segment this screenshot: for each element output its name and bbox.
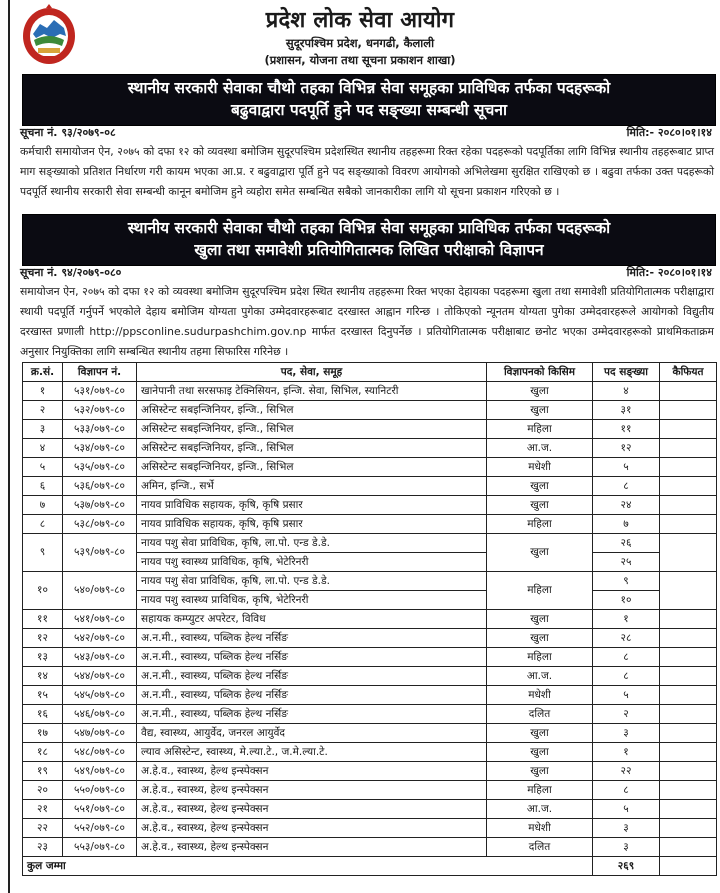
header-post-count: पद सङ्ख्या xyxy=(593,363,660,382)
cell-serial: २२ xyxy=(23,819,63,838)
cell-remarks xyxy=(660,477,717,496)
cell-post: असिस्टेन्ट सबइन्जिनियर, इन्जि., सिभिल xyxy=(137,458,487,477)
table-row xyxy=(23,496,717,515)
cell-post: अ.न.मी., स्वास्थ्य, पब्लिक हेल्थ नर्सिङ xyxy=(137,667,487,686)
cell-remarks xyxy=(660,800,717,819)
cell-post-count: ३ xyxy=(593,838,660,857)
cell-remarks xyxy=(660,496,717,515)
vacancy-table xyxy=(22,362,717,876)
cell-advert-no: ५३९/०७९-८० xyxy=(63,534,137,572)
cell-post-count: ८ xyxy=(593,781,660,800)
header-post: पद, सेवा, समूह xyxy=(137,363,487,382)
table-row xyxy=(23,762,717,781)
page-left-border xyxy=(8,0,10,893)
cell-advert-type: खुला xyxy=(487,610,593,629)
notice2-date: मिति:- २०८०।०१।१४ xyxy=(626,266,712,279)
cell-remarks xyxy=(660,420,717,439)
cell-advert-type: खुला xyxy=(487,477,593,496)
cell-advert-no: ५३१/०७९-८० xyxy=(63,382,137,401)
table-row xyxy=(23,534,717,553)
org-branch: (प्रशासन, योजना तथा सूचना प्रकाशन शाखा) xyxy=(264,53,456,67)
cell-post-count: ८ xyxy=(593,667,660,686)
cell-remarks xyxy=(660,610,717,629)
cell-advert-type: महिला xyxy=(487,515,593,534)
cell-post: असिस्टेन्ट सबइन्जिनियर, इन्जि., सिभिल xyxy=(137,420,487,439)
org-address: सुदूरपश्चिम प्रदेश, धनगढी, कैलाली xyxy=(285,36,435,50)
cell-serial: २ xyxy=(23,401,63,420)
cell-post-count: २६ xyxy=(593,534,660,553)
cell-advert-no: ५४९/०७९-८० xyxy=(63,762,137,781)
cell-post: सहायक कम्प्युटर अपरेटर, विविध xyxy=(137,610,487,629)
cell-serial: १४ xyxy=(23,667,63,686)
table-row xyxy=(23,648,717,667)
cell-post: ल्याव असिस्टेन्ट, स्वास्थ्य, मे.ल्या.टे., ज.मे.ल्या.टे. xyxy=(137,743,487,762)
table-row xyxy=(23,515,717,534)
table-row xyxy=(23,686,717,705)
cell-advert-no: ५४६/०७९-८० xyxy=(63,705,137,724)
cell-post-count: ३ xyxy=(593,724,660,743)
cell-advert-no: ५४७/०७९-८० xyxy=(63,724,137,743)
notice2-banner-line2: खुला तथा समावेशी प्रतियोगितात्मक लिखित परीक्षाको विज्ञापन xyxy=(194,241,544,259)
cell-remarks xyxy=(660,819,717,838)
cell-post: अ.न.मी., स्वास्थ्य, पब्लिक हेल्थ नर्सिङ xyxy=(137,705,487,724)
cell-remarks xyxy=(660,667,717,686)
cell-advert-no: ५४८/०७९-८० xyxy=(63,743,137,762)
cell-advert-type: खुला xyxy=(487,724,593,743)
cell-post-count: २२ xyxy=(593,762,660,781)
cell-advert-no: ५४३/०७९-८० xyxy=(63,648,137,667)
notice1-body: कर्मचारी समायोजन ऐन, २०७५ को दफा १२ को व्यवस्था बमोजिम सुदूरपश्चिम प्रदेशस्थित स्थानीय तहहरूमा रिक्त रहेका पदहरूको पदपूर्तिका लागि विभिन्न स्थानीय तहहरूबाट प्राप्त माग सङ्ख्याको प्रतिशत निर्धारण गरी कायम भएका आ.प्र. र बढुवाद्वारा पूर्ति हुने पद सङ्ख्याको विवरण आयोगको अभिलेखमा सुरक्षित राखिएको छ । बढुवा तर्फका उक्त पदहरूको पदपूर्ति स्थानीय सरकारी सेवा सम्बन्धी कानून बमोजिम हुने व्यहोरा समेत सम्बन्धित सबैको जानकारीका लागि यो सूचना प्रकाशन गरिएको छ । xyxy=(20,145,714,198)
cell-serial: ४ xyxy=(23,439,63,458)
cell-serial: १२ xyxy=(23,629,63,648)
cell-serial: ६ xyxy=(23,477,63,496)
cell-post: अ.हे.व., स्वास्थ्य, हेल्थ इन्स्पेक्सन xyxy=(137,762,487,781)
cell-post-count: ५ xyxy=(593,800,660,819)
table-row xyxy=(23,477,717,496)
cell-advert-type: मधेशी xyxy=(487,819,593,838)
cell-advert-no: ५५२/०७९-८० xyxy=(63,819,137,838)
cell-advert-type: दलित xyxy=(487,705,593,724)
table-row xyxy=(23,420,717,439)
cell-serial: १० xyxy=(23,572,63,610)
notice2-body: समायोजन ऐन, २०७५ को दफा १२ को व्यवस्था बमोजिम सुदूरपश्चिम प्रदेश स्थित स्थानीय तहहरूमा रिक्त भएका देहायका पदहरूमा खुला तथा समावेशी प्रतियोगितात्मक परीक्षाद्वारा स्थायी पदपूर्ति गर्नुपर्ने भएकोले देहाय बमोजिम योग्यता पुगेका उम्मेदवारहरूबाट दरखास्त आह्वान गरिन्छ । तोकिएको न्यूनतम योग्यता पुगेका उम्मेदवारहरूले आयोगको विद्युतीय दरखास्त प्रणाली http://ppsconline.sudurpashchim.gov.np मार्फत दरखास्त दिनुपर्नेछ । प्रतियोगितात्मक परीक्षाबाट छनोट भएका उम्मेदवारहरूको प्राथमिकताक्रम अनुसार नियुक्तिका लागि सम्बन्धित स्थानीय तहमा सिफारिस गरिनेछ । xyxy=(20,285,714,358)
cell-post-count: १० xyxy=(593,591,660,610)
cell-advert-no: ५४२/०७९-८० xyxy=(63,629,137,648)
cell-advert-type: आ.ज. xyxy=(487,800,593,819)
table-row xyxy=(23,838,717,857)
cell-advert-no: ५५३/०७९-८० xyxy=(63,838,137,857)
cell-post-count: ३ xyxy=(593,819,660,838)
table-row xyxy=(23,705,717,724)
cell-serial: २१ xyxy=(23,800,63,819)
cell-advert-type: महिला xyxy=(487,781,593,800)
cell-advert-no: ५३६/०७९-८० xyxy=(63,477,137,496)
header-advert-no: विज्ञापन नं. xyxy=(63,363,137,382)
table-row xyxy=(23,743,717,762)
header-advert-type: विज्ञापनको किसिम xyxy=(487,363,593,382)
cell-advert-no: ५३८/०७९-८० xyxy=(63,515,137,534)
cell-remarks xyxy=(660,439,717,458)
notice1-banner-line1: स्थानीय सरकारी सेवाका चौथो तहका विभिन्न सेवा समूहका प्राविधिक तर्फका पदहरूको xyxy=(127,79,611,97)
cell-post: वैद्य, स्वास्थ्य, आयुर्वेद, जनरल आयुर्वेद xyxy=(137,724,487,743)
notice2-number: सूचना नं. ९४/२०७९-०८० xyxy=(20,266,122,279)
cell-post-count: २८ xyxy=(593,629,660,648)
notice1-banner-line2: बढुवाद्वारा पदपूर्ति हुने पद सङ्ख्या सम्बन्धी सूचना xyxy=(231,101,507,119)
total-remarks xyxy=(660,857,717,876)
cell-remarks xyxy=(660,686,717,705)
cell-post: असिस्टेन्ट सबइन्जिनियर, इन्जि., सिभिल xyxy=(137,439,487,458)
cell-post: नायव पशु सेवा प्राविधिक, कृषि, ला.पो. एन्ड डे.डे. xyxy=(137,572,487,591)
cell-serial: २३ xyxy=(23,838,63,857)
cell-serial: १८ xyxy=(23,743,63,762)
cell-serial: १९ xyxy=(23,762,63,781)
cell-remarks xyxy=(660,515,717,534)
table-row xyxy=(23,610,717,629)
cell-remarks xyxy=(660,705,717,724)
cell-post-count: ७ xyxy=(593,515,660,534)
notice2-banner-line1: स्थानीय सरकारी सेवाका चौथो तहका विभिन्न सेवा समूहका प्राविधिक तर्फका पदहरूको xyxy=(127,219,611,237)
header-remarks: कैफियत xyxy=(660,363,717,382)
cell-serial: ९ xyxy=(23,534,63,572)
cell-serial: ५ xyxy=(23,458,63,477)
cell-post-count: २ xyxy=(593,705,660,724)
cell-remarks xyxy=(660,534,717,572)
table-row xyxy=(23,458,717,477)
cell-post-count: ३१ xyxy=(593,401,660,420)
cell-advert-type: खुला xyxy=(487,629,593,648)
cell-advert-type: खुला xyxy=(487,743,593,762)
cell-advert-no: ५४०/०७९-८० xyxy=(63,572,137,610)
cell-post: अ.न.मी., स्वास्थ्य, पब्लिक हेल्थ नर्सिङ xyxy=(137,629,487,648)
cell-advert-no: ५४५/०७९-८० xyxy=(63,686,137,705)
cell-post-count: ८ xyxy=(593,477,660,496)
cell-post-count: ५ xyxy=(593,458,660,477)
cell-advert-type: खुला xyxy=(487,534,593,572)
letterhead xyxy=(0,0,720,72)
total-value: २६९ xyxy=(593,857,660,876)
cell-serial: २० xyxy=(23,781,63,800)
cell-advert-type: खुला xyxy=(487,496,593,515)
cell-advert-type: मधेशी xyxy=(487,458,593,477)
cell-advert-type: आ.ज. xyxy=(487,439,593,458)
cell-advert-no: ५५०/०७९-८० xyxy=(63,781,137,800)
cell-post: अमिन, इन्जि., सर्भे xyxy=(137,477,487,496)
table-row xyxy=(23,439,717,458)
cell-serial: १३ xyxy=(23,648,63,667)
cell-post-count: १ xyxy=(593,610,660,629)
cell-post-count: ११ xyxy=(593,420,660,439)
cell-post: नायव पशु सेवा प्राविधिक, कृषि, ला.पो. एन्ड डे.डे. xyxy=(137,534,487,553)
cell-advert-no: ५३४/०७९-८० xyxy=(63,439,137,458)
cell-post-count: ९ xyxy=(593,572,660,591)
cell-post: अ.हे.व., स्वास्थ्य, हेल्थ इन्स्पेक्सन xyxy=(137,781,487,800)
cell-post: नायव प्राविधिक सहायक, कृषि, कृषि प्रसार xyxy=(137,496,487,515)
table-header-row xyxy=(23,363,717,382)
cell-advert-type: खुला xyxy=(487,382,593,401)
cell-post: अ.न.मी., स्वास्थ्य, पब्लिक हेल्थ नर्सिङ xyxy=(137,686,487,705)
table-row xyxy=(23,781,717,800)
cell-remarks xyxy=(660,648,717,667)
cell-serial: १ xyxy=(23,382,63,401)
cell-post-count: १ xyxy=(593,743,660,762)
cell-remarks xyxy=(660,382,717,401)
cell-advert-no: ५३३/०७९-८० xyxy=(63,420,137,439)
table-row xyxy=(23,382,717,401)
cell-remarks xyxy=(660,629,717,648)
cell-post-count: ५ xyxy=(593,686,660,705)
cell-remarks xyxy=(660,458,717,477)
cell-post: नायव प्राविधिक सहायक, कृषि, कृषि प्रसार xyxy=(137,515,487,534)
cell-remarks xyxy=(660,572,717,610)
table-row xyxy=(23,800,717,819)
cell-remarks xyxy=(660,401,717,420)
cell-remarks xyxy=(660,743,717,762)
cell-post: नायव पशु स्वास्थ्य प्राविधिक, कृषि, भेटेरिनरी xyxy=(137,591,487,610)
table-row xyxy=(23,401,717,420)
cell-remarks xyxy=(660,724,717,743)
cell-remarks xyxy=(660,781,717,800)
cell-post: असिस्टेन्ट सबइन्जिनियर, इन्जि., सिभिल xyxy=(137,401,487,420)
cell-serial: १६ xyxy=(23,705,63,724)
cell-serial: ११ xyxy=(23,610,63,629)
cell-post-count: ४ xyxy=(593,382,660,401)
cell-advert-type: महिला xyxy=(487,572,593,610)
cell-advert-no: ५५१/०७९-८० xyxy=(63,800,137,819)
cell-advert-no: ५३७/०७९-८० xyxy=(63,496,137,515)
cell-post-count: ८ xyxy=(593,648,660,667)
cell-post: खानेपानी तथा सरसफाइ टेक्निसियन, इन्जि. सेवा, सिभिल, स्यानिटरी xyxy=(137,382,487,401)
cell-remarks xyxy=(660,838,717,857)
org-title: प्रदेश लोक सेवा आयोग xyxy=(265,7,455,33)
cell-post-count: २४ xyxy=(593,496,660,515)
total-row xyxy=(23,857,717,876)
cell-advert-type: महिला xyxy=(487,420,593,439)
cell-advert-no: ५४१/०७९-८० xyxy=(63,610,137,629)
cell-serial: १७ xyxy=(23,724,63,743)
cell-advert-type: दलित xyxy=(487,838,593,857)
cell-serial: १५ xyxy=(23,686,63,705)
cell-advert-type: मधेशी xyxy=(487,686,593,705)
cell-advert-type: आ.ज. xyxy=(487,667,593,686)
table-row xyxy=(23,724,717,743)
cell-post: अ.न.मी., स्वास्थ्य, पब्लिक हेल्थ नर्सिङ xyxy=(137,648,487,667)
notice1-date: मिति:- २०८०।०१।१४ xyxy=(626,126,712,139)
cell-advert-type: खुला xyxy=(487,762,593,781)
table-row xyxy=(23,667,717,686)
notice2-banner xyxy=(22,214,716,266)
cell-advert-type: महिला xyxy=(487,648,593,667)
cell-advert-no: ५४४/०७९-८० xyxy=(63,667,137,686)
cell-post-count: २५ xyxy=(593,553,660,572)
table-row xyxy=(23,629,717,648)
cell-post-count: १२ xyxy=(593,439,660,458)
notice1-banner xyxy=(22,74,716,126)
cell-serial: ८ xyxy=(23,515,63,534)
table-row xyxy=(23,819,717,838)
cell-post: नायव पशु स्वास्थ्य प्राविधिक, कृषि, भेटेरिनरी xyxy=(137,553,487,572)
cell-serial: ७ xyxy=(23,496,63,515)
table-row xyxy=(23,572,717,591)
table-body xyxy=(23,382,717,857)
cell-advert-no: ५३५/०७९-८० xyxy=(63,458,137,477)
header-serial: क्र.सं. xyxy=(23,363,63,382)
cell-post: अ.हे.व., स्वास्थ्य, हेल्थ इन्स्पेक्सन xyxy=(137,838,487,857)
cell-post: अ.हे.व., स्वास्थ्य, हेल्थ इन्स्पेक्सन xyxy=(137,800,487,819)
notice1-number: सूचना नं. ९३/२०७९-०८ xyxy=(20,126,116,139)
cell-remarks xyxy=(660,762,717,781)
cell-post: अ.हे.व., स्वास्थ्य, हेल्थ इन्स्पेक्सन xyxy=(137,819,487,838)
cell-serial: ३ xyxy=(23,420,63,439)
total-label: कुल जम्मा xyxy=(23,857,593,876)
cell-advert-no: ५३२/०७९-८० xyxy=(63,401,137,420)
cell-advert-type: खुला xyxy=(487,401,593,420)
